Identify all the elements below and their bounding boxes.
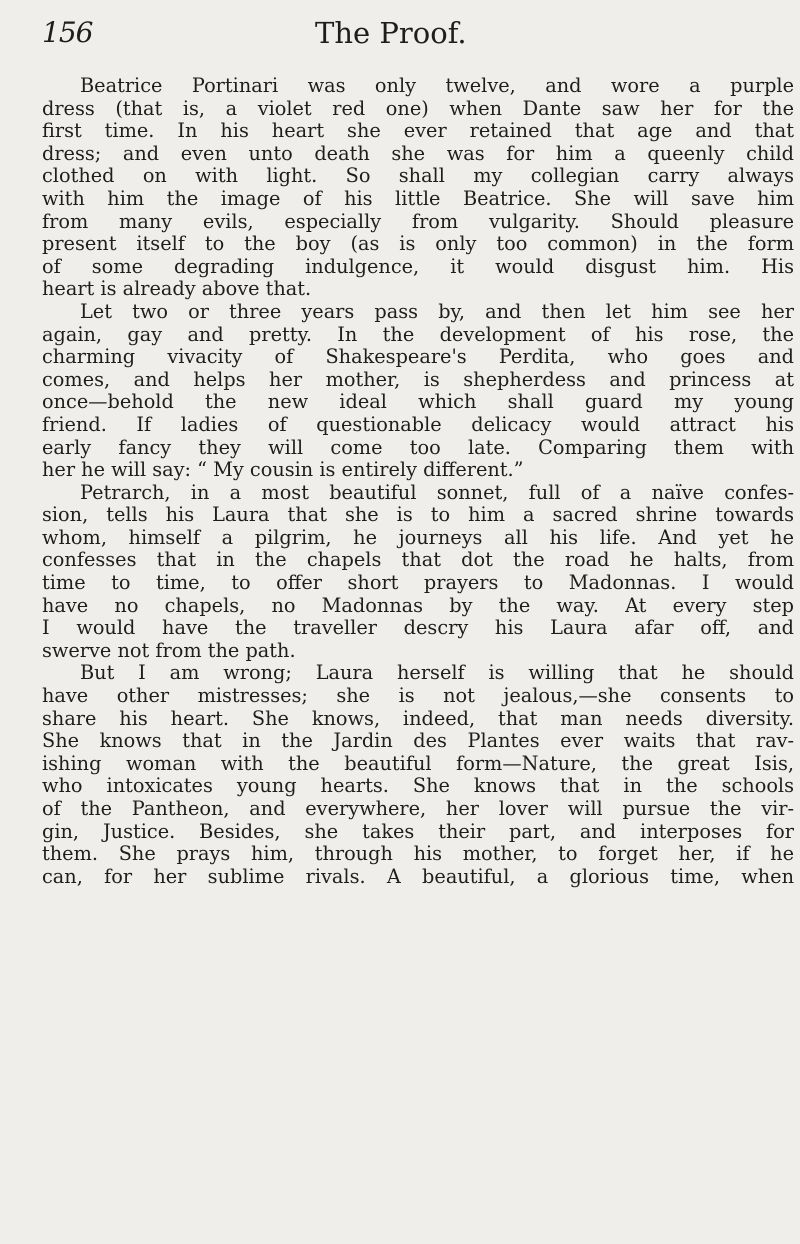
text-line: have no chapels, no Madonnas by the way. At every step [42, 593, 794, 617]
running-head [0, 14, 800, 54]
text-line: once—behold the new ideal which shall guard my young [42, 390, 794, 414]
text-line: can, for her sublime rivals. A beautiful, a glorious time, when [42, 864, 794, 888]
text-line: early fancy they will come too late. Comparing them with [42, 435, 794, 459]
text-line: of the Pantheon, and everywhere, her lover will pursue the vir- [42, 797, 794, 820]
text-line: present itself to the boy (as is only too common) in the form [42, 232, 794, 256]
text-line: charming vivacity of Shakespeare's Perdita, who goes and [42, 345, 794, 369]
text-line: Beatrice Portinari was only twelve, and wore a purple [80, 74, 794, 97]
text-line: dress; and even unto death she was for him a queenly child [42, 141, 794, 165]
text-line: who intoxicates young hearts. She knows that in the schools [42, 774, 794, 798]
text-line: comes, and helps her mother, is shepherdess and princess at [42, 367, 794, 391]
text-line: them. She prays him, through his mother, to forget her, if he [42, 842, 794, 866]
text-line: share his heart. She knows, indeed, that man needs diversity. [42, 706, 794, 730]
text-line: confesses that in the chapels that dot the road he halts, from [42, 548, 794, 572]
text-line: whom, himself a pilgrim, he journeys all his life. And yet he [42, 525, 794, 549]
text-line: ishing woman with the beautiful form—Nature, the great Isis, [42, 751, 794, 775]
text-line: clothed on with light. So shall my collegian carry always [42, 164, 794, 188]
text-line: first time. In his heart she ever retained that age and that [42, 119, 794, 143]
page-number: 156 [42, 16, 93, 49]
text-line: Let two or three years pass by, and then let him see her [80, 299, 794, 323]
text-line: She knows that in the Jardin des Plantes ever waits that rav- [42, 729, 794, 753]
text-line: time to time, to offer short prayers to Madonnas. I would [42, 571, 794, 595]
text-line: heart is already above that. [42, 277, 312, 301]
text-line: gin, Justice. Besides, she takes their part, and interposes for [42, 819, 794, 843]
text-line: I would have the traveller descry his Laura afar off, and [42, 616, 794, 640]
text-line: sion, tells his Laura that she is to him a sacred shrine towards [42, 503, 794, 527]
text-line: dress (that is, a violet red one) when Dante saw her for the [42, 96, 794, 120]
body-text [42, 75, 794, 888]
text-line: have other mistresses; she is not jealous,—she consents to [42, 684, 794, 708]
text-line: of some degrading indulgence, it would disgust him. His [42, 254, 794, 278]
text-line: with him the image of his little Beatrice. She will save him [42, 186, 794, 210]
text-line: Petrarch, in a most beautiful sonnet, full of a naïve confes- [80, 480, 794, 504]
text-line: her he will say: “ My cousin is entirely different.” [42, 458, 524, 482]
text-line: again, gay and pretty. In the development of his rose, the [42, 322, 794, 346]
running-title: The Proof. [315, 16, 467, 50]
text-line: friend. If ladies of questionable delicacy would attract his [42, 412, 794, 436]
text-line: from many evils, especially from vulgarity. Should pleasure [42, 209, 794, 233]
text-line: swerve not from the path. [42, 638, 296, 662]
text-line: But I am wrong; Laura herself is willing that he should [80, 661, 794, 685]
